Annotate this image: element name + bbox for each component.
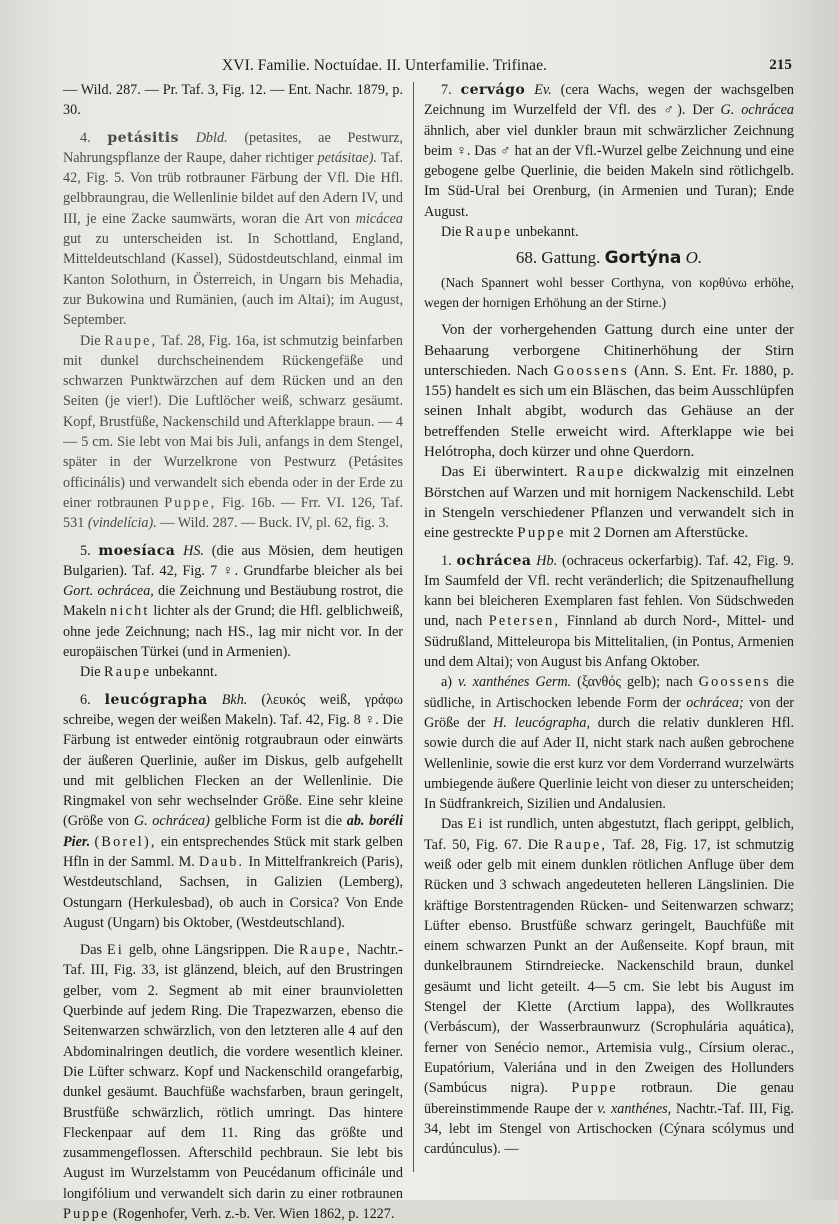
- species-entry-moesiaca: 5. moesíaca HS. (die aus Mösien, dem heutigen Bulgarien). Taf. 42, Fig. 7 ♀. Grundfarbe bleicher als bei Gort. ochrácea, die Zeichnung und Bestäubung rostrot, die Makeln nicht lichter als der Grund; die Hfl. gelblichweiß, ohne jede Zeichnung; nach HS., lag mir nicht vor. In der europäischen Türkei (und in Armenien).: [63, 542, 404, 661]
- running-title: XVI. Familie. Noctuídae. II. Unterfamilie. Trifinae.: [222, 57, 548, 74]
- species-name: petásitis: [107, 129, 179, 146]
- column-divider: [413, 82, 414, 1172]
- species-entry-leucographa: 6. leucógrapha Bkh. (λευκός weiß, γράφω schreibe, wegen der weißen Makeln). Taf. 42, Fig. 8 ♀. Die Färbung ist entweder eintönig rotgraubraun oder einwärts der äußeren Querlinie, außer im Diskus, gelb aufgehellt und mit gelblichen Flecken an der Wellenlinie. Die Ringmakel von sehr wechselnder Größe. Eine sehr kleine (Größe von G. ochrácea) gelbliche Form ist die ab. boréli Pier. (Borel), ein entsprechendes Stück mit stark gelben Hfln in der Samml. M. Daub. In Mittelfrankreich (Paris), Westdeutschland, Sachsen, in Galizien (Lemberg), Ostungarn (Herkulesbad), ob auch in Corsica? Von Ende August (Ungarn) bis Oktober, (Westdeutschland).: [63, 691, 404, 931]
- genus-life-history: Das Ei überwintert. Raupe dickwalzig mit einzelnen Börstchen auf Warzen und mit hornigem Nackenschild. Lebt in Stengeln verschiedener Pflanzen und verwandelt sich in eine gestreckte Puppe mit 2 Dornen am Afterstücke.: [424, 464, 795, 542]
- species-entry-ochracea: 1. ochrácea Hb. (ochraceus ockerfarbig). Taf. 42, Fig. 9. Im Saumfeld der Vfl. recht veränderlich; die Spitzenaufhellung kann bei bleicheren Exemplaren fast fehlen. Von Südschweden und, nach Petersen, Finnland ab durch Nord-, Mittel- und Südrußland, Mitteleuropa bis Mittelitalien, (in Pontus, Armenien und dem Altai); von August bis Anfang Oktober.: [424, 552, 795, 671]
- egg-larva-paragraph: Das Ei ist rundlich, unten abgestutzt, flach gerippt, gelblich, Taf. 50, Fig. 67. Die Raupe, Taf. 28, Fig. 17, ist schmutzig weiß oder gelb mit einem dunklen rötlichen Anfluge über dem Rücken und 3 schwach angedeuteten helleren Längslinien. Die kräftige Borstentragenden Rücken- und Seitenwarzen schwarz; Lüfter ebenso. Brustfüße schwarz geringelt, Bauchfüße mit einem schwarzen Punkt an der Außenseite. Kopf braun, mit dunkelbraunem Stirndreiecke. Nackenschild braun, dunkel gesäumt und licht geteilt. 4—5 cm. Sie lebt bis August im Stengel der Klette (Arctium lappa), des Wollkrautes (Verbáscum), der Wasserbraunwurz (Scrophulária aquática), ferner von Senécio nemor., Artemisia vulg., Círsium olerac., Eupatórium, Valeriána und in den Zweigen des Hollunders (Sambúcus nigra). Puppe rotbraun. Die genau übereinstimmende Raupe der v. xanthénes, Nachtr.-Taf. III, Fig. 34, lebt im Stengel von Artischocken (Cýnara scólymus und cardúnculus). —: [424, 816, 795, 1158]
- larva-unknown-note: Die Raupe unbekannt.: [441, 224, 579, 241]
- genus-etymology-note: (Nach Spannert wohl besser Corthyna, von κορθύνω erhöhe, wegen der hornigen Erhöhung an der Stirne.): [424, 274, 794, 310]
- larva-unknown-note: Die Raupe unbekannt.: [80, 664, 218, 681]
- page-number: 215: [769, 57, 792, 73]
- species-name: moesíaca: [98, 542, 176, 559]
- right-column: [424, 80, 794, 1159]
- genus-heading: 68. Gattung. Gortýna O.: [515, 248, 703, 269]
- variety-xanthenes: a) v. xanthénes Germ. (ξανθός gelb); nach Goossens die südliche, in Artischocken lebende Form der ochrácea; von der Größe der H. leucógrapha, durch die relativ dunkleren Hfl. sowie durch die auf Ader II, nicht stark nach außen gebrochene Wellenlinie, sowie die erst kurz vor dem Vorderrand wurzelwärts umbiegende äußere Querlinie leicht von dieser zu unterscheiden; In Südfrankreich, Sizilien und Andalusien.: [424, 674, 795, 813]
- species-name: cervágo: [460, 82, 526, 98]
- left-column: [63, 80, 403, 1224]
- species-name: leucógrapha: [104, 691, 208, 708]
- species-entry-cervago: 7. cervágo Ev. (cera Wachs, wegen der wachsgelben Zeichnung im Wurzelfeld der Vfl. des ♂). Der G. ochrácea ähnlich, aber viel dunkler braun mit schwärzlicher Zeichnung beim ♀. Das ♂ hat an der Vfl.-Wurzel gelbe Zeichnung und eine gebogene gelbe Querlinie, die beiden Makeln sind rötlichgelb. Im Süd-Ural bei Orenburg, (in Armenien und Turan); Ende August.: [424, 82, 795, 220]
- larva-paragraph: Die Raupe, Taf. 28, Fig. 16a, ist schmutzig beinfarben mit dunkel durchscheinendem Rückengefäße und schwarzen Punktwärzchen auf dem Rücken und an den Seiten (je vier!). Die Luftlöcher weiß, schwarz gesäumt. Kopf, Brustfüße, Nackenschild und Afterklappe braun. — 4 — 5 cm. Sie lebt von Mai bis Juli, anfangs in dem Stengel, später in der Wurzelkrone von Pestwurz (Petásites officinális) und verwandelt sich ebenda oder in der Erde zu einer rotbraunen Puppe, Fig. 16b. — Frr. VI. 126, Taf. 531 (vindelícia). — Wild. 287. — Buck. IV, pl. 62, fig. 3.: [63, 332, 404, 532]
- species-entry-petasitis: 4. petásitis Dbld. (petasites, ae Pestwurz, Nahrungspflanze der Raupe, daher richtiger petásitae). Taf. 42, Fig. 5. Von trüb rotbrauner Färbung der Vfl. Die Hfl. gelbbraungrau, die Wellenlinie bildet auf den Adern IV, und III, je eine Zacke saumwärts, woran die Art von micácea gut zu unterscheiden ist. In Schottland, England, Mitteldeutschland (Kassel), Südostdeutschland, einmal im Kanton Solothurn, in Österreich, in Ungarn bis Mehadia, zur Bukowina und Rumänien, (auch im Altai); im August, September.: [63, 129, 404, 329]
- egg-larva-paragraph: Das Ei gelb, ohne Längsrippen. Die Raupe, Nachtr.-Taf. III, Fig. 33, ist glänzend, bleich, auf den Brustringen gelber, vom 2. Segment ab mit einer braunvioletten Querbinde auf jedem Ring. Die Trapezwarzen, ebenso die Seitenwarzen schwärzlich, von den letzteren alle 4 auf den Abdominalringen deutlich, die vordere wesentlich kleiner. Die Lüfter schwarz. Kopf und Nackenschild orangefarbig, dunkel gesäumt. Bauchfüße wachsfarben, braun geringelt, Brustfüße schwärzlich, rötlich umringt. Das hintere Fleckenpaar auf dem 11. Ring das größte und zusammengeflossen. Afterschild pechbraun. Sie lebt bis August im Wurzelstamm von Peucédanum officinále und longifólium und verwandelt sich darin zu einer rotbraunen Puppe (Rogenhofer, Verh. z.-b. Ver. Wien 1862, p. 1227.: [63, 942, 404, 1223]
- species-name: ochrácea: [456, 552, 532, 569]
- genus-description: Von der vorhergehenden Gattung durch eine unter der Behaarung verborgene Chitinerhöhung der Stirn unterschieden. Nach Goossens (Ann. S. Ent. Fr. 1880, p. 155) handelt es sich um ein Bläschen, das beim Ausschlüpfen seinen Inhalt abgibt, wodurch das Gehäuse an der betreffenden Stelle erweicht wird. Afterklappe wie bei Helótropha, doch kürzer und ohne Querdorn.: [424, 322, 795, 461]
- continuation-text: — Wild. 287. — Pr. Taf. 3, Fig. 12. — Ent. Nachr. 1879, p. 30.: [63, 82, 403, 119]
- running-header: [0, 57, 839, 79]
